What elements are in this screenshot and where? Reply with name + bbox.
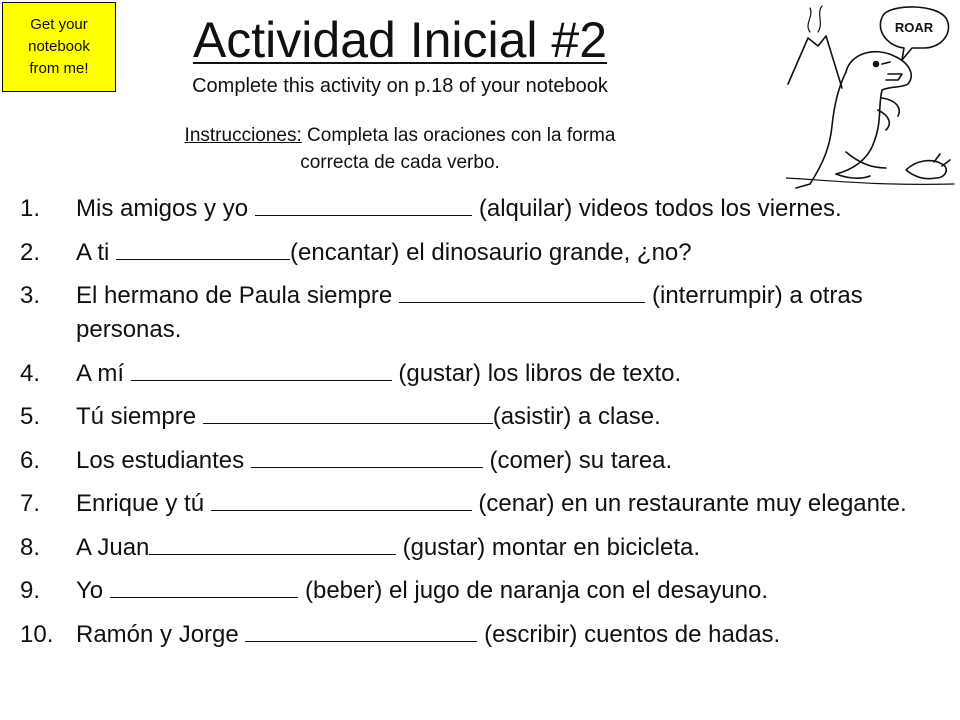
answer-blank [131,360,392,381]
answer-blank [251,447,483,468]
item-text-before: Los estudiantes [76,446,251,474]
item-text-after: (cenar) en un restaurante muy elegante. [471,490,907,517]
item-text-after: (asistir) a clase. [492,403,661,430]
item-text-after: (encantar) el dinosaurio grande, ¿no? [290,238,692,266]
note-line: Get your [30,16,88,33]
exercise-item [0,444,960,478]
item-text-after: (beber) el jugo de naranja con el desayuno. [298,577,768,604]
exercise-item [0,357,960,391]
instructions-text-line1: Completa las oraciones con la forma [301,125,616,146]
item-number: 8. [20,533,41,561]
instructions-text-line2: correcta de cada verbo. [300,152,500,173]
answer-blank [149,534,396,555]
item-text-before: A mí [76,359,131,387]
item-number: 10. [20,620,54,648]
exercise-item [0,236,960,270]
exercise-item [0,279,960,347]
instructions-label: Instrucciones: [184,125,302,146]
answer-blank [255,195,473,216]
exercise-item [0,487,960,521]
dinosaur-roar-icon [786,2,956,192]
item-text-before: Mis amigos y yo [76,195,255,222]
item-text-after: (escribir) cuentos de hadas. [477,620,781,648]
item-text-after: (interrumpir) a otras personas. [76,282,863,343]
note-line: notebook [28,38,90,55]
notebook-reminder-note [2,2,116,92]
answer-blank [245,621,477,642]
instructions [120,122,680,176]
item-text-before: Enrique y tú [76,490,211,517]
page-subtitle: Complete this activity on p.18 of your notebook [192,75,608,97]
item-text-after: (alquilar) videos todos los viernes. [472,195,842,222]
item-number: 4. [20,359,41,387]
roar-speech-text: ROAR [894,20,934,35]
item-number: 7. [20,490,41,517]
exercise-list [0,192,960,661]
item-text-before: El hermano de Paula siempre [76,282,399,309]
item-text-after: (comer) su tarea. [482,446,673,474]
answer-blank [110,577,299,598]
page-title: Actividad Inicial #2 [192,12,608,68]
answer-blank [203,403,493,424]
exercise-item [0,192,960,226]
exercise-item [0,574,960,608]
item-text-before: Yo [76,577,110,604]
item-text-after: (gustar) montar en bicicleta. [395,533,701,561]
item-text-before: A ti [76,238,117,266]
item-number: 5. [20,403,41,430]
item-number: 9. [20,577,41,604]
answer-blank [211,490,472,511]
note-line: from me! [29,60,89,77]
exercise-item [0,618,960,652]
item-number: 2. [20,238,41,266]
exercise-item [0,400,960,434]
answer-blank [116,239,290,260]
item-number: 3. [20,282,41,309]
item-text-before: Tú siempre [76,403,203,430]
answer-blank [399,282,646,303]
exercise-item [0,531,960,565]
item-number: 1. [20,195,41,222]
item-text-before: Ramón y Jorge [76,620,246,648]
item-text-before: A Juan [76,533,150,561]
item-text-after: (gustar) los libros de texto. [391,359,682,387]
item-number: 6. [20,446,41,474]
